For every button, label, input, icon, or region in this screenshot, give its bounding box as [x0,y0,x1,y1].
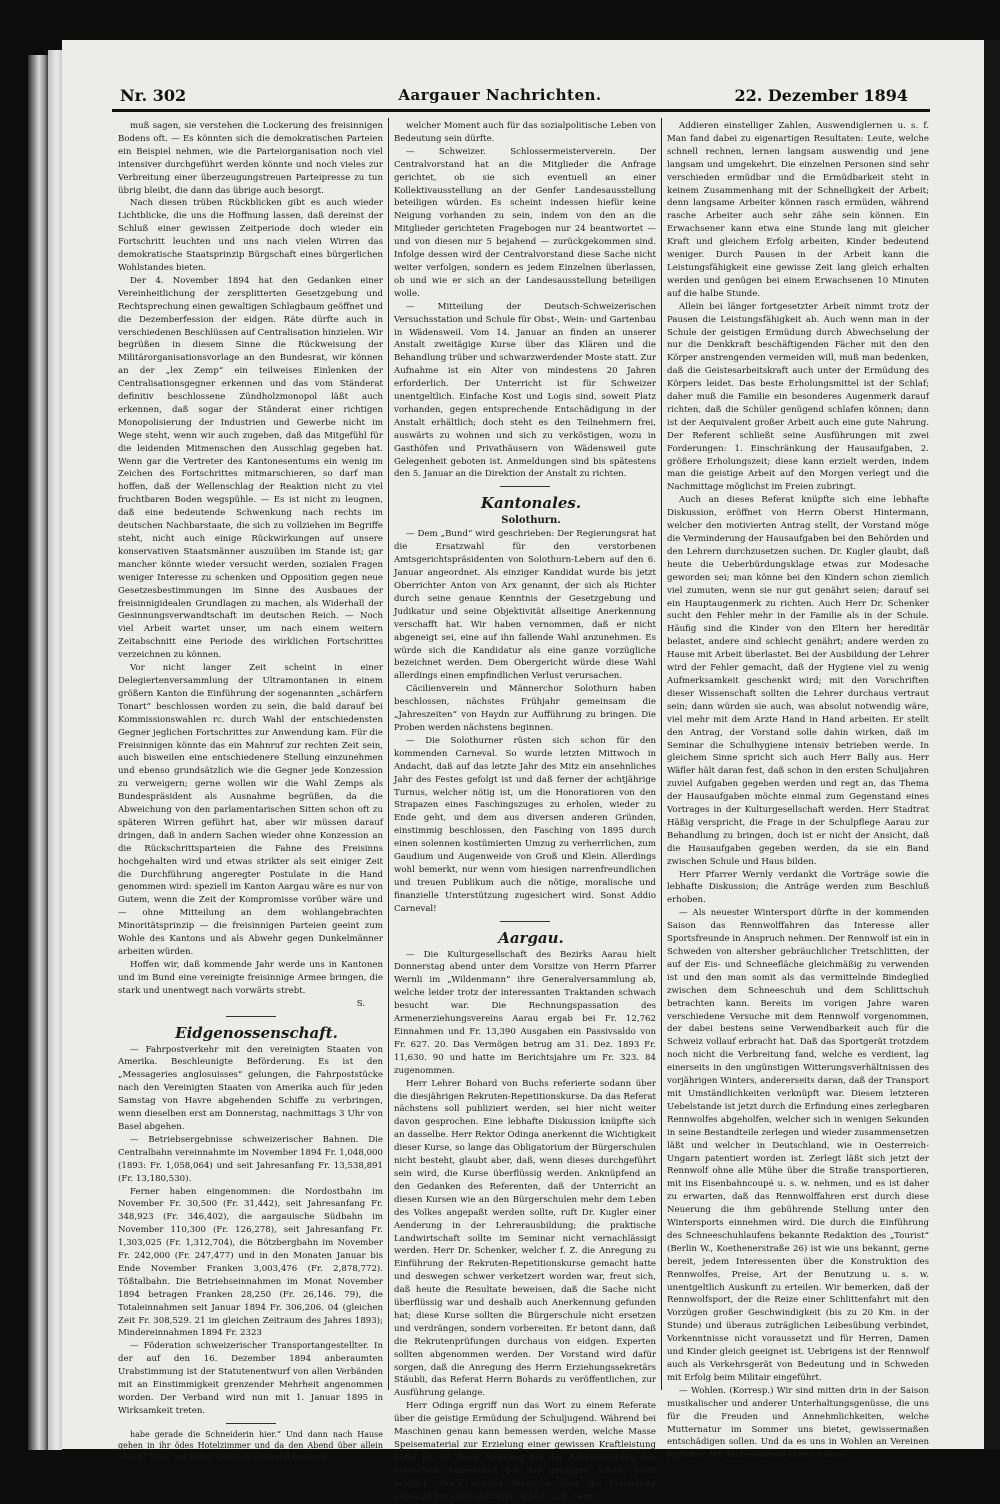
paragraph: Hoffen wir, daß kommende Jahr werde uns in Kantonen und im Bund eine vereinigte freisinnige Armee bringen, die stark und unentwegt nach vorwärts strebt. [118,959,383,996]
paragraph: Herr Odinga ergriff nun das Wort zu einem Referate über die geistige Ermüdung der Schuljugend. Während bei Maschinen genau kann bemessen werden, welche Masse Speisematerial zur Erzielung einer gewissen Kraftleistung nötig ist, ist diese Messung bei der Arbeitsleistung des Menschen, namentlich bei der geistigen Arbeit, nicht möglich. Doch wurden Versuche über die Ermüdung gemacht bei einer geistigen Arbeit, z. B. beim [394,1401,656,1502]
paragraph: Der 4. November 1894 hat den Gedanken einer Vereinheitlichung der zersplitterten Gesetzgebung und Rechtsprechung einen gewaltigen Schlagbaum geöffnet und die Dezemberfession der eidgen. Räte dürfte auch in verschiedenen Beschlüssen auf Centralisation hinzielen. Wir begrüßen in diesem Sinne die Rückweisung der Militärorganisationsvorlage an den Bundesrat, wir können an der „lex Zemp“ ein teilweises Einlenken der Centralisationsgegner erkennen und das vom Ständerat definitiv beschlossene Zündholzmonopol läßt auch erkennen, daß sogar der Ständerat einer richtigen Monopolisierung der Industrien und Gewerbe nicht im Wege steht, wenn wir auch zugeben, daß das Mitgefühl für die leidenden Mitmenschen den Ausschlag gegeben hat. Wenn gar die Vertreter des Kantonesentums ein wenig im Zeichen des Fortschrittes mitmarschieren, so darf man hoffen, daß der Wellenschlag der Reaktion nicht zu viel fruchtbaren Boden wegspühle. — Es ist nicht zu leugnen, daß eine bedeutende Schwenkung nach rechts im deutschen Nachbarstaate, die sich zu vollziehen im Begriffe steht, nicht auch einige Rückwirkungen auf unsere konservativen Staatsmänner auszuüben im Stande ist; gar mancher könnte wieder versucht werden, sozialen Fragen weniger Interesse zu schenken und Opposition gegen neue Gesetzesbestimmungen im Sinne des Ausbaues der freisinnigidealen Grundlagen zu machen, als Widerhall der Gesinnungsverwandtschaft im deutschen Reich. — Noch viel Arbeit wartet unser, um nach einem weitern Zeitabschnitt eine Periode des wirklichen Fortschrittes verzeichnen zu können. [118,275,383,661]
issue-number: Nr. 302 [120,86,187,105]
paragraph: — Dem „Bund“ wird geschrieben: Der Regierungsrat hat die Ersatzwahl für den verstorbenen Amtsgerichtspräsidenten von Solothurn-Lebern auf den 6. Januar angeordnet. Als einziger Kandidat wurde bis jetzt Oberrichter Anton von Arx genannt, der sich als Richter durch seine genaue Kenntnis der Gesetzgebung und Judikatur und seine Objektivität allseitige Anerkennung verschafft hat. Wir haben vernommen, daß er nicht abgeneigt sei, eine auf ihn fallende Wahl anzunehmen. Es würde sich die Kandidatur als eine ganze vorzügliche bezeichnet werden. Dem Obergericht würde diese Wahl allerdings einen empfindlichen Verlust verursachen. [394,529,656,682]
footnote-separator [226,1423,276,1424]
paragraph: Addieren einstelliger Zahlen, Auswendiglernen u. s. f. Man fand dabei zu eigenartigen Resultaten: Leute, welche schnell rechnen, lernen langsam auswendig und jene langsam und umgekehrt. Die einzelnen Personen sind sehr verschieden ermüdbar und die Ermüdbarkeit steht in keinem Zusammenhang mit der Schnelligkeit der Arbeit; denn langsame Arbeiter können rasch ermüden, während rasche Arbeiter auch sehr zähe sein können. Ein Erwachsener kann etwa eine Stunde lang mit gleicher Kraft und gleichem Erfolg arbeiten, Kinder bedeutend weniger. Durch Pausen in der Arbeit kann die Leistungsfähigkeit eine gewisse Zeit lang gleich erhalten werden und genügen bei einem Erwachsenen 10 Minuten auf die halbe Stunde. [667,121,929,299]
paragraph: Vor nicht langer Zeit scheint in einer Delegiertenversammlung der Ultramontanen in einem größern Kanton die Einführung der sogenannten „schärfern Tonart“ beschlossen worden zu sein, die bald darauf bei Kommissionswahlen rc. durch Wahl der entschiedensten Gegner jeglichen Fortschrittes zur Anwendung kam. Für die Freisinnigen könnte das ein Mahnruf zur rechten Zeit sein, auch bisweilen eine entschiedenere Stellung einzunehmen und ebenso grundsätzlich wie die Gegner jede Konzession zu verweigern; gerne wollen wir die Wahl Zemps als Bundespräsident als Ausnahme begrüßen, da die Abweichung von den parlamentarischen Sitten schon oft zu späteren Wirren geführt hat, aber wir müssen darauf dringen, daß in andern Sachen wieder ohne Konzession an die Rückschrittsparteien die Fahne des Freisinns hochgehalten wird und etwas strikter als seit einiger Zeit die Durchführung angeregter Postulate in die Hand genommen wird: speziell im Kanton Aargau wäre es nur von Gutem, wenn die Zeit der Kompromisse vorüber wäre und — ohne Mitteilung an dem wohlangebrachten Minoritätsprinzip — die freisinnigen Parteien geeint zum Wohle des Kantons und als Abwehr gegen Dunkelmänner arbeiten würden. [118,663,383,957]
subsection-solothurn: Solothurn. [501,515,561,527]
paragraph: — Als neuester Wintersport dürfte in der kommenden Saison das Rennwolffahren das Interesse aller Sportsfreunde in Anspruch nehmen. Der Rennwolf ist ein in Schweden von altersher gebräuchlicher Tretschlitten, der auf der Eis- und Schneefläche gleichmäßig zu verwenden ist und den man somit als das vermittelnde Bindeglied zwischen dem Schneeschuh und dem Schlittschuh betrachten kann. Bereits im vorigen Jahre waren verschiedene Versuche mit dem Rennwolf vorgenommen, der dabei bestens seine Verwendbarkeit auch für die Schweiz vollauf erbracht hat. Daß das Sportgerät trotzdem noch nicht die Verbreitung fand, welche es verdient, lag einerseits in den ungünstigen Witterungsverhältnissen des vorjährigen Winters, andererseits daran, daß der Transport mit Umständlichkeiten verknüpft war. Diesem letzteren Uebelstande ist jetzt durch die Erfindung eines zerlegbaren Rennwolfes abgeholfen, welcher sich in wenigen Sekunden in seine Bestandteile zerlegen und wieder zusammensetzen läßt und welcher in Deutschland, wie in Oesterreich-Ungarn patentiert worden ist. Zerlegt läßt sich jetzt der Rennwolf ohne alle Mühe über die Straße transportieren, mit ins Eisenbahncoupé u. s. w. nehmen, und es ist daher zu erwarten, daß das Rennwolffahren erst durch diese Neuerung die ihm gebührende Stellung unter den Wintersports einnehmen wird. Die durch die Einführung des Schneeschuhlaufens bekannte Redaktion des „Tourist“ (Berlin W., Koethenerstraße 26) ist wie uns bekannt, gerne bereit, jedem Interessenten über die Konstruktion des Rennwolfes, Preise, Art der Benutzung u. s. w. unentgeltlich Auskunft zu erteilen. Wir bemerken, daß der Rennwolfsport, der die Reize einer Schlittenfahrt mit den Vorzügen großer Geschwindigkeit (bis zu 20 Km. in der Stunde) und überaus zuträglichen Leibesübung verbindet, Vorkenntnisse nicht voraussetzt und für Herren, Damen und Kinder gleich geeignet ist. Uebrigens ist der Rennwolf auch als Verkehrsgerät von Bedeutung und in Schweden mit Erfolg beim Militair eingeführt. [667,908,929,1383]
column-divider [661,118,662,1390]
paragraph: — Schweizer. Schlossermeisterverein. Der Centralvorstand hat an die Mitglieder die Anfrage gerichtet, ob sie sich eventuell an einer Kollektivausstellung an der Genfer Landesausstellung beteiligen würden. Es scheint indessen hiefür keine Neigung vorhanden zu sein, indem von den an die Mitglieder gerichteten Fragebogen nur 24 beantwortet — und von diesen nur 5 bejahend — zurückgekommen sind. Infolge dessen wird der Centralvorstand diese Sache nicht weiter verfolgen, sondern es jedem Einzelnen überlassen, ob und wie er sich an der Landesausstellung beteiligen wolle. [394,146,656,299]
paragraph: Cäcilienverein und Männerchor Solothurn haben beschlossen, nächstes Frühjahr gemeinsam die „Jahreszeiten“ von Haydn zur Aufführung zu bringen. Die Proben werden nächstens beginnen. [394,684,656,733]
paragraph: Auch an dieses Referat knüpfte sich eine lebhafte Diskussion, eröffnet von Herrn Oberst Hintermann, welcher den motivierten Antrag stellt, der Vorstand möge die Verminderung der Hausaufgaben bei den Behörden und den Lehrern durchzusetzen suchen. Dr. Kugler glaubt, daß heute die Ueberbürdungsklage etwas zur Modesache geworden sei; man könne bei den Kindern schon ziemlich viel zumuten, wenn sie nur gut genährt seien; darauf sei ein Hauptaugenmerk zu richten. Auch Herr Dr. Schenker sucht den Fehler mehr in der Familie als in der Schule. Häufig sind die Kinder von den Eltern her hereditär belastet, andere sind schlecht genährt; andere werden zu Hause mit Arbeit überlastet. Bei der Ausbildung der Lehrer wird der Fehler gemacht, daß der Hygiene viel zu wenig Aufmerksamkeit geschenkt wird; mit den Vorschriften dieser Wissenschaft sollten die Lehrer durchaus vertraut sein; dann würden sie auch, was absolut notwendig wäre, viel mehr mit dem Arzte Hand in Hand arbeiten. Er stellt den Antrag, der Vorstand solle dahin wirken, daß im Seminar die Schulhygiene intensiv betrieben werde. In gleichem Sinne spricht sich auch Herr Bally aus. Herr Wäfler hält daran fest, daß schon in den ersten Schuljahren zuviel Aufgaben gegeben werden und regt an, das Thema der Hausaufgaben möchte einmal zum Gegenstand eines Vortrages in der Kulturgesellschaft werden. Herr Stadtrat Häßig verspricht, die Frage in der Schulpflege Aarau zur Behandlung zu bringen, doch ist er nicht der Ansicht, daß die Hausaufgaben gegeben werden, da sie ein Band zwischen Schule und Haus bilden. [667,495,929,867]
masthead: Aargauer Nachrichten. [398,86,602,104]
subsection-aargau: Aargau. [498,928,564,947]
column-divider [388,118,389,1390]
paragraph: welcher Moment auch für das sozialpolitische Leben von Bedeutung sein dürfte. [394,121,656,144]
paragraph: — Betriebsergebnisse schweizerischer Bahnen. Die Centralbahn vereinnahmte im November 1894 Fr. 1,048,000 (1893: Fr. 1,058,064) und seit Jahresanfang Fr. 13,538,891 (Fr. 13,180,530). [118,1134,383,1184]
paragraph: — Mitteilung der Deutsch-Schweizerischen Versuchsstation und Schule für Obst-, Wein- und Gartenbau in Wädensweil. Vom 14. Januar an finden an unserer Anstalt zweitägige Kurse über das Klären und die Behandlung trüber und schwarzwerdender Moste statt. Zur Aufnahme ist ein Alter von mindestens 20 Jahren erforderlich. Der Unterricht ist für Schweizer unentgeltlich. Einfache Kost und Logis sind, soweit Platz vorhanden, gegen entsprechende Entschädigung in der Anstalt erhältlich; doch steht es den Teilnehmern frei, auswärts zu wohnen und sich zu verköstigen, wozu in Gasthöfen und Privathäusern von Wädensweil gute Gelegenheit geboten ist. Anmeldungen sind bis spätestens den 5. Januar an die Direktion der Anstalt zu richten. [394,301,656,480]
page-stack-edge [48,50,62,1450]
paragraph: Nach diesen trüben Rückblicken gibt es auch wieder Lichtblicke, die uns die Hoffnung lassen, daß dereinst der Schluß einer gewissen Zeitperiode doch wieder ein Fortschritt leuchten und uns nach vielen Wirren das demokratische Staatsprinzip Bürgschaft eines bürgerlichen Wohlstandes bieten. [118,198,383,273]
header-rule [112,109,930,112]
book-spine [28,55,48,1450]
paragraph: Ferner haben eingenommen: die Nordostbahn im November Fr. 30,500 (Fr. 31,442), seit Jahresanfang Fr. 348,923 (Fr. 346,402), die aargauische Südbahn im November 110,300 (Fr. 126,278), seit Jahresanfang Fr. 1,303,025 (Fr. 1,312,704), die Bötzbergbahn im November Fr. 242,000 (Fr. 247,477) und in den Monaten Januar bis Ende November Franken 3,003,476 (Fr. 2,878,772). Tößtalbahn. Die Betriebseinnahmen im Monat November 1894 betragen Franken 28,250 (Fr. 26,146. 79), die Totaleinnahmen seit Januar 1894 Fr. 306,206. 04 (gleichen Zeit Fr. 308,529. 21 im gleichen Zeitraum des Jahres 1893); Mindereinnahmen 1894 Fr. 2323 [118,1186,383,1339]
section-separator [500,486,550,487]
paragraph: Allein bei länger fortgesetzter Arbeit nimmt trotz der Pausen die Leistungsfähigkeit ab. Auch wenn man in der Schule der geistigen Ermüdung durch Abwechselung der nur die Denkkraft beschäftigenden Fächer mit den den Körper anstrengenden vermeiden will, muß man bedenken, daß die Geistesarbeitskraft auch unter der Ermüdung des Körpers leidet. Das beste Erholungsmittel ist der Schlaf; daher muß die Familie ein besonderes Augenmerk darauf richten, daß die Schüler genügend schlafen können; dann ist der Aequivalent großer Arbeit auch eine gute Nahrung. Der Referent schließt seine Ausführungen mit zwei Forderungen: 1. Einschränkung der Hausaufgaben, 2. größere Erholungszeit; diese kann erzielt werden, indem man die geistige Arbeit auf den Morgen verlegt und die Nachmittage möglichst im Freien zubringt. [667,301,929,493]
paragraph: — Wohlen. (Korresp.) Wir sind mitten drin in der Saison musikalischer und anderer Unterhaltungsgenüsse, die uns für die Freuden und Annehmlichkeiten, welche Mutternatur im Sommer uns bietet, gewissermaßen entschädigen sollen. Und da es uns in Wohlen an Vereinen jeglicher Art, insbesondere aber an musi- [667,1385,929,1461]
column-2 [394,120,656,1502]
section-separator [226,1016,276,1017]
paragraph: muß sagen, sie verstehen die Lockerung des freisinnigen Bodens oft. — Es könnten sich die demokratischen Parteien ein Beispiel nehmen, wie die Parteiorganisation noch viel intensiver durchgeführt werden könnte und noch vieles zur Verbreitung einer überzeugungstreuen Parteipresse zu tun übrig bleibt, die dann das übrige auch besorgt. [118,121,383,196]
scan-border [984,40,1000,1449]
column-3 [667,120,929,1461]
paragraph: — Fahrpostverkehr mit den vereinigten Staaten von Amerika. Beschleunigte Beförderung. Es ist den „Messageries anglosuisses“ gelungen, die Fahrpoststücke nach den Vereinigten Staaten von Amerika auch für jeden Samstag von Havre abgehenden Schiffe zu verbringen, wenn dieselben erst am Donnerstag, nachmittags 3 Uhr von Basel abgehen. [118,1044,383,1132]
paragraph: Herr Pfarrer Wernly verdankt die Vorträge sowie die lebhafte Diskussion; die Anträge werden zum Beschluß erhoben. [667,869,929,906]
paragraph: — Föderation schweizerischer Transportangestellter. In der auf den 16. Dezember 1894 anberaumten Urabstimmung ist der Statutenentwurf von allen Verbänden mit an Einstimmigkeit grenzender Mehrheit angenommen worden. Der Verband wird nun mit 1. Januar 1895 in Wirksamkeit treten. [118,1341,383,1416]
paragraph: Herr Lehrer Bohard von Buchs referierte sodann über die diesjährigen Rekruten-Repetitionskurse. Da das Referat nächstens soll publiziert werden, sei hier nicht weiter davon gesprochen. Eine lebhafte Diskussion knüpfte sich an dasselbe. Herr Rektor Odinga anerkennt die Wichtigkeit dieser Kurse, so lange das Obligatorium der Bürgerschulen nicht besteht, glaubt aber, daß, wenn dieses durchgeführt sein wird, die Kurse überflüssig werden. Anknüpfend an den Gedanken des Referenten, daß der Unterricht an diesen Kursen wie an den Bürgerschulen mehr dem Leben des Volkes angepaßt werden sollte, ruft Dr. Kugler einer Aenderung in der Lehrerausbildung; die praktische Landwirtschaft sollte im Seminar nicht vernachlässigt werden. Herr Dr. Schenker, welcher f. Z. die Anregung zu Einführung der Rekruten-Repetitionskurse gemacht hatte und deswegen schwer verketzert worden war, freut sich, daß heute die Resultate beweisen, daß die Sache nicht überflüssig war und deshalb auch Anerkennung gefunden hat; diese Kurse sollten die Bürgerschule nicht ersetzen und verdrängen, sondern vorbereiten. Er betont dann, daß die Rekrutenprüfungen durchaus von eidgen. Experten sollten abgenommen werden. Der Vorstand wird dafür sorgen, daß die Anregung des Herrn Erziehungssekretärs Stäubli, das Referat Herrn Bohards zu veröffentlichen, zur Ausführung gelange. [394,1078,656,1399]
paragraph: — Die Solothurner rüsten sich schon für den kommenden Carneval. So wurde letzten Mittwoch in Andacht, daß auf das letzte Jahr des Mitz ein ansehnliches Jahr des Festes gefolgt ist und daß ferner der achtjährige Turnus, welcher nötig ist, um die Honoratioren von den Strapazen eines Faschingszuges zu erholen, wieder zu Ende geht, und dem aus diversen anderen Gründen, einstimmig beschlossen, den Fasching von 1895 durch einen solennen kostümierten Umzug zu verherrlichen, zum Gaudium und Augenweide von Groß und Klein. Allerdings wohl bemerkt, nur wenn vom hiesigen narrenfreundlichen und treuen Publikum auch die nötige, moralische und finanzielle Unterstützung zugesichert wird. Sonst Addio Carneval! [394,735,656,914]
section-title-eidgenossenschaft: Eidgenossenschaft. [175,1023,338,1042]
column-1 [118,120,383,1461]
issue-date: 22. Dezember 1894 [734,86,908,105]
feuilleton-footnote: habe gerade die Schneiderin hier.“ Und dann nach Hause gehen in ihr ödes Hotelzimmer und da den Abend über allein sitzen? Nein, nur lieber gleich in Ordnung kommen. [118,1429,383,1461]
section-title-kantonales: Kantonales. [480,494,582,513]
section-separator [500,921,550,922]
paragraph: — Die Kulturgesellschaft des Bezirks Aarau hielt Donnerstag abend unter dem Vorsitze von Herrn Pfarrer Wernli im „Wildenmann“ ihre Generalversammlung ab, welche leider trotz der interessanten Traktanden schwach besucht war. Die Rechnungspassation des Armenerziehungsvereins Aarau ergab bei Fr. 12,762 Einnahmen und Fr. 13,390 Ausgaben ein Passivsaldo von Fr. 627. 20. Das Vermögen betrug am 31. Dez. 1893 Fr. 11,630. 90 und hatte im Berichtsjahre um Fr. 323. 84 zugenommen. [394,949,656,1076]
author-signature: S. [356,998,365,1009]
